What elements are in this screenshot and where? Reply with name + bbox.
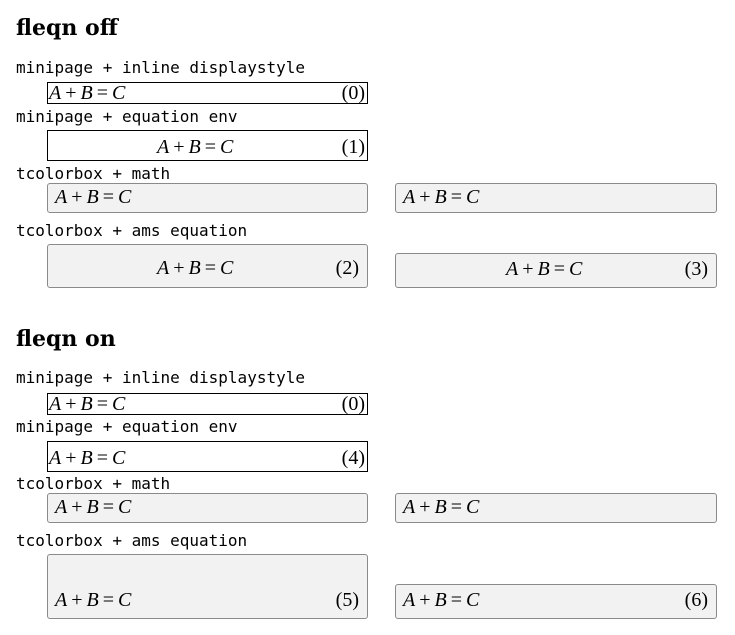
- formula-equals: =: [450, 589, 462, 611]
- formula: [55, 496, 131, 518]
- formula-a: A: [49, 393, 62, 415]
- formula-a: A: [403, 186, 416, 208]
- formula-equals: =: [450, 186, 462, 208]
- formula: [49, 393, 125, 415]
- formula-c: C: [118, 589, 132, 611]
- tcolorbox-math-left: [47, 493, 368, 523]
- formula: [49, 82, 125, 104]
- formula-equals: =: [102, 589, 114, 611]
- label-minipage-equation: minipage + equation env: [16, 107, 238, 126]
- formula-plus: +: [173, 257, 185, 279]
- formula-a: A: [49, 82, 62, 104]
- formula-plus: +: [65, 447, 77, 469]
- equation-number: (2): [335, 257, 359, 279]
- formula-b: B: [86, 589, 99, 611]
- formula-plus: +: [173, 136, 185, 158]
- formula-equals: =: [204, 257, 216, 279]
- formula: [55, 589, 131, 611]
- formula-c: C: [220, 136, 234, 158]
- formula-plus: +: [419, 186, 431, 208]
- label-minipage-inline: minipage + inline displaystyle: [16, 58, 305, 77]
- formula-plus: +: [65, 393, 77, 415]
- formula-b: B: [80, 393, 93, 415]
- formula-plus: +: [419, 589, 431, 611]
- section-title-fleqn-off: fleqn off: [16, 15, 118, 41]
- formula-a: A: [403, 589, 416, 611]
- tcolorbox-math-left: [47, 183, 368, 213]
- formula-a: A: [55, 496, 68, 518]
- label-minipage-equation: minipage + equation env: [16, 417, 238, 436]
- minipage-inline-box: [47, 82, 368, 104]
- formula-b: B: [434, 186, 447, 208]
- formula-equals: =: [96, 82, 108, 104]
- formula-equals: =: [96, 393, 108, 415]
- tcolorbox-math-right: [395, 183, 717, 213]
- formula: [403, 186, 479, 208]
- formula-plus: +: [419, 496, 431, 518]
- formula-c: C: [112, 393, 126, 415]
- formula-c: C: [118, 186, 132, 208]
- formula-b: B: [86, 186, 99, 208]
- formula: [506, 258, 582, 280]
- label-tcolorbox-ams: tcolorbox + ams equation: [16, 221, 248, 240]
- formula-a: A: [49, 447, 62, 469]
- formula-a: A: [55, 589, 68, 611]
- label-tcolorbox-ams: tcolorbox + ams equation: [16, 531, 248, 550]
- formula-b: B: [86, 496, 99, 518]
- formula-b: B: [80, 82, 93, 104]
- formula: [403, 496, 479, 518]
- formula-equals: =: [553, 258, 565, 280]
- equation-number: (0): [341, 393, 365, 415]
- formula-c: C: [118, 496, 132, 518]
- formula-c: C: [112, 447, 126, 469]
- formula-b: B: [188, 136, 201, 158]
- formula: [157, 257, 233, 279]
- formula-b: B: [434, 589, 447, 611]
- tcolorbox-ams-right: [395, 253, 717, 288]
- formula-a: A: [157, 136, 170, 158]
- equation-number: (4): [341, 447, 365, 469]
- formula-a: A: [157, 257, 170, 279]
- formula-plus: +: [71, 589, 83, 611]
- formula-plus: +: [71, 496, 83, 518]
- formula: [55, 186, 131, 208]
- formula-c: C: [112, 82, 126, 104]
- tcolorbox-ams-right: [395, 584, 717, 619]
- formula-b: B: [80, 447, 93, 469]
- formula-a: A: [55, 186, 68, 208]
- formula-equals: =: [450, 496, 462, 518]
- formula-c: C: [569, 258, 583, 280]
- equation-number: (1): [341, 136, 365, 158]
- tcolorbox-math-right: [395, 493, 717, 523]
- tcolorbox-ams-left: [47, 244, 368, 288]
- formula-a: A: [403, 496, 416, 518]
- formula-c: C: [466, 186, 480, 208]
- formula-a: A: [506, 258, 519, 280]
- minipage-equation-box: [47, 441, 368, 472]
- equation-number: (3): [684, 258, 708, 280]
- label-tcolorbox-math: tcolorbox + math: [16, 474, 171, 493]
- formula-equals: =: [204, 136, 216, 158]
- equation-number: (0): [341, 82, 365, 104]
- formula-b: B: [537, 258, 550, 280]
- formula-c: C: [466, 589, 480, 611]
- formula-plus: +: [522, 258, 534, 280]
- tcolorbox-ams-left: [47, 554, 368, 619]
- label-minipage-inline: minipage + inline displaystyle: [16, 368, 305, 387]
- formula: [49, 447, 125, 469]
- formula-b: B: [188, 257, 201, 279]
- equation-number: (6): [684, 589, 708, 611]
- equation-number: (5): [335, 589, 359, 611]
- formula: [403, 589, 479, 611]
- formula: [157, 136, 233, 158]
- formula-c: C: [220, 257, 234, 279]
- formula-b: B: [434, 496, 447, 518]
- label-tcolorbox-math: tcolorbox + math: [16, 164, 171, 183]
- formula-plus: +: [65, 82, 77, 104]
- minipage-inline-box: [47, 393, 368, 415]
- formula-plus: +: [71, 186, 83, 208]
- section-title-fleqn-on: fleqn on: [16, 326, 116, 352]
- formula-equals: =: [102, 186, 114, 208]
- formula-equals: =: [102, 496, 114, 518]
- formula-equals: =: [96, 447, 108, 469]
- formula-c: C: [466, 496, 480, 518]
- minipage-equation-box: [47, 130, 368, 161]
